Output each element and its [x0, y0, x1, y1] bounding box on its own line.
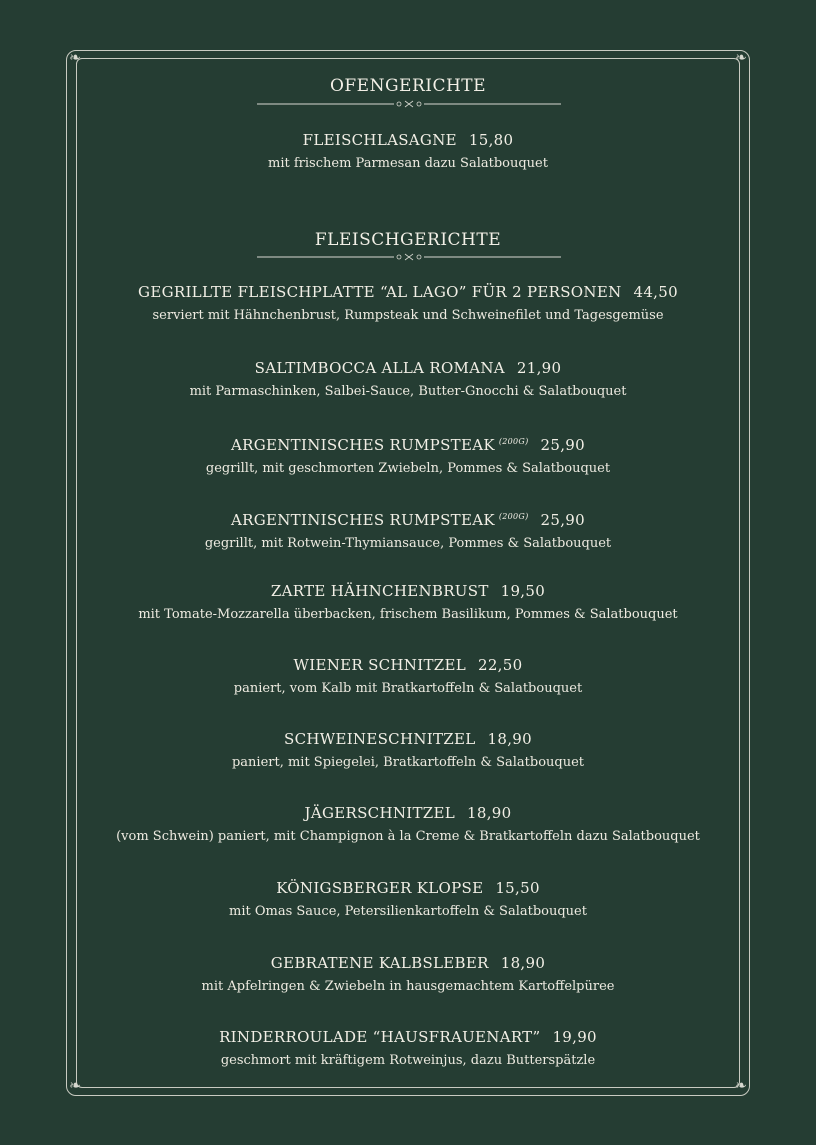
dish-title — [90, 581, 726, 601]
section-title-fleischgerichte: FLEISCHGERICHTE — [314, 230, 502, 250]
dish-price: 22,50 — [478, 656, 523, 674]
dish-title — [90, 729, 726, 749]
dish-price: 18,90 — [500, 954, 546, 972]
dish-price: 15,50 — [495, 879, 540, 897]
dish-title — [90, 130, 726, 150]
dish-description: mit Tomate-Mozzarella überbacken, frischem Basilikum, Pommes & Salatbouquet — [138, 607, 678, 622]
dish-name: WIENER SCHNITZEL — [293, 656, 466, 674]
dish-item — [90, 655, 726, 698]
dish-price: 15,80 — [468, 131, 514, 149]
dish-weight: (200G) — [498, 512, 529, 521]
dish-price: 19,50 — [500, 582, 546, 600]
dish-name: SALTIMBOCCA ALLA ROMANA — [254, 359, 505, 377]
dish-item — [90, 729, 726, 772]
corner-ornament-icon: ❧ — [69, 1078, 81, 1094]
dish-name: KÖNIGSBERGER KLOPSE — [276, 879, 484, 897]
dish-price: 44,50 — [633, 283, 678, 301]
dish-item — [90, 581, 726, 624]
dish-price: 25,90 — [540, 436, 585, 454]
corner-ornament-icon: ❧ — [735, 50, 747, 66]
dish-name: GEGRILLTE FLEISCHPLATTE “AL LAGO” FÜR 2 PERSONEN — [138, 283, 622, 301]
dish-price: 19,90 — [552, 1028, 597, 1046]
dish-description: serviert mit Hähnchenbrust, Rumpsteak und Schweinefilet und Tagesgemüse — [152, 308, 664, 323]
dish-price: 18,90 — [487, 730, 532, 748]
dish-price: 25,90 — [540, 511, 585, 529]
dish-description: mit Apfelringen & Zwiebeln in hausgemachtem Kartoffelpüree — [201, 979, 615, 994]
ornament-divider-icon — [257, 252, 561, 262]
dish-name: ARGENTINISCHES RUMPSTEAK — [230, 511, 495, 529]
dish-title — [90, 655, 726, 675]
dish-description: gegrillt, mit Rotwein-Thymiansauce, Pommes & Salatbouquet — [204, 536, 612, 551]
dish-title — [90, 1027, 726, 1047]
dish-price: 18,90 — [467, 804, 512, 822]
dish-name: FLEISCHLASAGNE — [302, 131, 457, 149]
dish-description: paniert, mit Spiegelei, Bratkartoffeln & Salatbouquet — [231, 755, 585, 770]
dish-title — [90, 358, 726, 378]
dish-description: (vom Schwein) paniert, mit Champignon à la Creme & Bratkartoffeln dazu Salatbouquet — [116, 829, 700, 844]
corner-ornament-icon: ❧ — [69, 50, 81, 66]
dish-title — [90, 282, 726, 302]
dish-description: mit Parmaschinken, Salbei-Sauce, Butter-Gnocchi & Salatbouquet — [189, 384, 627, 399]
dish-item — [90, 1027, 726, 1070]
dish-item — [90, 507, 726, 553]
dish-description: mit Omas Sauce, Petersilienkartoffeln & Salatbouquet — [229, 904, 587, 919]
dish-title — [90, 953, 726, 973]
dish-item — [90, 432, 726, 478]
menu-frame-inner — [76, 58, 740, 1088]
dish-name: RINDERROULADE “HAUSFRAUENART” — [219, 1028, 541, 1046]
section-title-ofengerichte: OFENGERICHTE — [329, 76, 487, 96]
dish-name: ZARTE HÄHNCHENBRUST — [270, 582, 489, 600]
dish-name: SCHWEINESCHNITZEL — [284, 730, 476, 748]
dish-description: paniert, vom Kalb mit Bratkartoffeln & Salatbouquet — [233, 681, 583, 696]
dish-title — [90, 507, 726, 530]
dish-description: mit frischem Parmesan dazu Salatbouquet — [268, 156, 548, 171]
dish-price: 21,90 — [516, 359, 562, 377]
dish-weight: (200G) — [498, 437, 529, 446]
dish-name: ARGENTINISCHES RUMPSTEAK — [230, 436, 495, 454]
dish-item — [90, 130, 726, 173]
ornament-divider-icon — [257, 99, 561, 109]
dish-name: GEBRATENE KALBSLEBER — [270, 954, 489, 972]
dish-item — [90, 878, 726, 921]
dish-item — [90, 282, 726, 325]
dish-item — [90, 953, 726, 996]
dish-description: gegrillt, mit geschmorten Zwiebeln, Pommes & Salatbouquet — [205, 461, 611, 476]
dish-title — [90, 803, 726, 823]
dish-item — [90, 803, 726, 846]
dish-item — [90, 358, 726, 401]
dish-title — [90, 432, 726, 455]
dish-name: JÄGERSCHNITZEL — [304, 804, 456, 822]
corner-ornament-icon: ❧ — [735, 1078, 747, 1094]
dish-title — [90, 878, 726, 898]
dish-description: geschmort mit kräftigem Rotweinjus, dazu Butterspätzle — [220, 1053, 596, 1068]
